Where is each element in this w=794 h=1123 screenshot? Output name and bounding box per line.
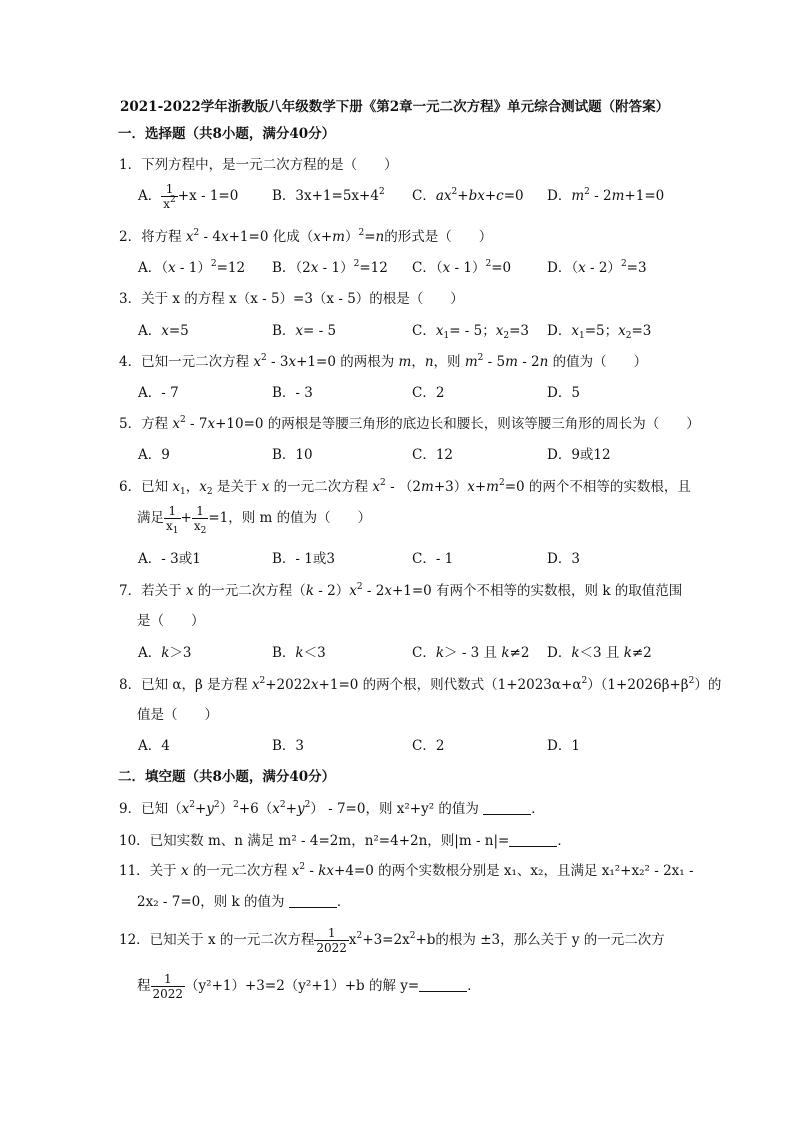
- question-11-stem-line1: 11．关于 x 的一元二次方程 $x^2 - kx+4=0$ 的两个实数根分别是 x₁、x₂，且满足 x₁²+x₂² - 2x₁ -: [119, 862, 694, 879]
- answer-blank: [509, 834, 557, 847]
- question-6-stem-line2: 满足 $\frac{1}{x_1}$ + $\frac{1}{x_2}$ =1，则 m 的值为（ ）: [137, 504, 372, 536]
- question-8-stem-line2: 值是（ ）: [137, 707, 218, 723]
- question-3-stem: 3．关于 x 的方程 x（x - 5）=3（x - 5）的根是（ ）: [119, 291, 464, 307]
- question-8-option-b: B．3: [272, 738, 305, 754]
- question-3-option-c: C．$x_1= - 5$；$x_2=3$: [412, 323, 530, 341]
- question-1-option-a: A． $\frac{1}{x^2}$ +x - 1=0: [138, 182, 239, 211]
- question-2-option-a: A．（x - 1）$^2$=12: [138, 259, 246, 276]
- question-6-stem-line1: 6．已知 $x_1$，$x_2$ 是关于 x 的一元二次方程 $x^2 - (2m+3)x+m^2=0$ 的两个不相等的实数根，且: [119, 478, 691, 497]
- question-5-stem: 5．方程 $x^2 - 7x+10=0$ 的两根是等腰三角形的底边长和腰长，则该等腰三角形的周长为（ ）: [119, 415, 700, 432]
- question-4-option-a: A．- 7: [138, 385, 179, 401]
- section-fill-heading: 二．填空题（共8小题，满分40分）: [118, 769, 336, 785]
- question-7-stem-line2: 是（ ）: [137, 613, 205, 629]
- question-1-stem: 1．下列方程中，是一元二次方程的是（ ）: [119, 157, 398, 173]
- question-3-option-b: B．x= - 5: [272, 323, 337, 339]
- question-3-option-d: D．$x_1=5$；$x_2=3$: [547, 323, 652, 341]
- question-8-option-d: D．1: [547, 738, 580, 754]
- answer-blank: [419, 979, 467, 992]
- question-2-option-b: B．（2x - 1）$^2$=12: [272, 259, 388, 276]
- question-7-option-d: D．k＜3 且 k≠2: [547, 645, 652, 661]
- question-1-option-b: B．$3x+1=5x+4^2$: [272, 187, 385, 204]
- question-2-option-c: C．（x - 1）$^2$=0: [412, 259, 512, 276]
- section-choice-heading: 一．选择题（共8小题，满分40分）: [118, 126, 336, 142]
- question-5-option-a: A．9: [138, 447, 170, 463]
- answer-blank: [289, 895, 337, 908]
- question-12-stem-line1: 12．已知关于 x 的一元二次方程 $\frac{1}{2022}$ $x^2+3=2x^2+b$的根为 ±3，那么关于 y 的一元二次方: [119, 926, 665, 955]
- question-6-option-b: B．- 1或3: [272, 551, 335, 567]
- question-5-option-c: C．12: [412, 447, 454, 463]
- question-5-option-d: D．9或12: [547, 447, 611, 463]
- question-8-option-a: A．4: [138, 738, 170, 754]
- question-4-option-b: B．- 3: [272, 385, 313, 401]
- question-7-option-c: C．k＞ - 3 且 k≠2: [412, 645, 530, 661]
- question-6-option-d: D．3: [547, 551, 580, 567]
- question-7-option-a: A．k＞3: [138, 645, 192, 661]
- question-2-option-d: D．（x - 2）$^2$=3: [547, 259, 647, 276]
- question-4-stem: 4．已知一元二次方程 $x^2 - 3x+1=0$ 的两根为 m，n，则 $m^2 - 5m - 2n$ 的值为（ ）: [119, 353, 648, 370]
- question-4-option-c: C．2: [412, 385, 445, 401]
- question-8-stem-line1: 8．已知 α，β 是方程 $x^2+2022x+1=0$ 的两个根，则代数式$(1+2023\alpha+\alpha^2)(1+2026\beta+\beta^2)$的: [119, 676, 722, 693]
- question-12-stem-line2: 程 $\frac{1}{2022}$ （y²+1）+3=2（y²+1）+b 的解 y= ．: [137, 972, 481, 1001]
- question-9-stem: 9．已知$(x^2+y^2)^2+6(x^2+y^2) - 7=0$，则 x²+y² 的值为 ．: [119, 800, 545, 817]
- question-6-option-c: C．- 1: [412, 551, 454, 567]
- question-5-option-b: B．10: [272, 447, 313, 463]
- answer-blank: [483, 802, 531, 815]
- question-1-option-c: C．$ax^2+bx+c=0$: [412, 187, 524, 204]
- question-7-stem-line1: 7．若关于 x 的一元二次方程$(k - 2)x^2 - 2x+1=0$ 有两个不相等的实数根，则 k 的取值范围: [119, 582, 683, 599]
- question-10-stem: 10．已知实数 m、n 满足 m² - 4=2m，n²=4+2n，则|m - n|= ．: [119, 833, 571, 849]
- question-11-stem-line2: 2x₂ - 7=0，则 k 的值为 ．: [137, 894, 351, 910]
- question-1-option-d: D．$m^2 - 2m+1=0$: [547, 187, 665, 204]
- question-2-stem: 2．将方程 $x^2 - 4x+1=0$ 化成$(x+m)^2=n$的形式是（ ）: [119, 228, 493, 245]
- question-3-option-a: A．x=5: [138, 323, 189, 339]
- question-7-option-b: B．k＜3: [272, 645, 326, 661]
- document-title: 2021-2022学年浙教版八年级数学下册《第2章一元二次方程》单元综合测试题（附答案）: [120, 99, 670, 115]
- question-4-option-d: D．5: [547, 385, 580, 401]
- question-8-option-c: C．2: [412, 738, 445, 754]
- question-6-option-a: A．- 3或1: [138, 551, 201, 567]
